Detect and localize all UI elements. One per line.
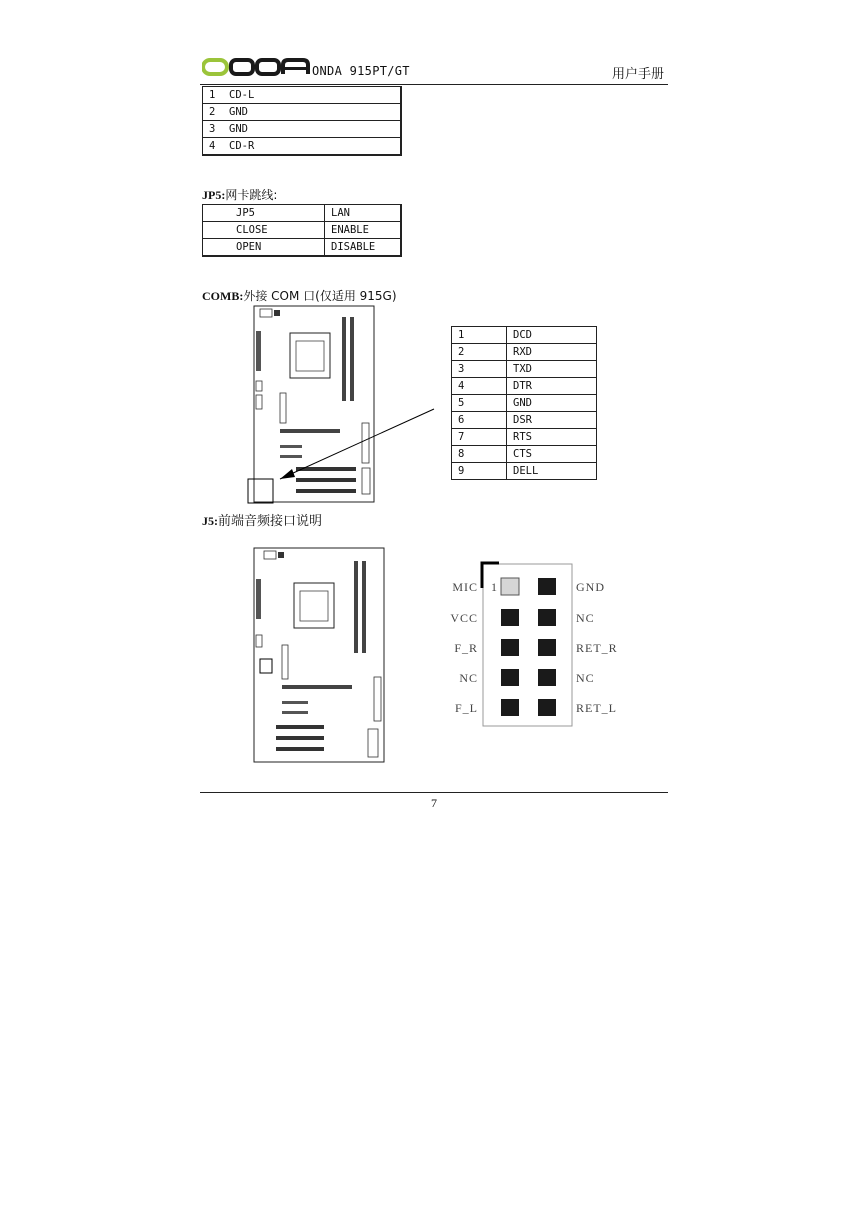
left-label: F_R [454,641,478,655]
cd-pin-table [202,86,402,156]
setting-cell: CLOSE [203,222,325,239]
motherboard-diagram-com [246,303,436,507]
signal-cell: GND [223,121,401,138]
motherboard-diagram-audio [250,545,390,765]
comb-pin-table [451,326,597,480]
pin-cell: 6 [452,412,507,429]
table-row [452,361,597,378]
table-row [452,429,597,446]
comb-heading [202,287,397,304]
pin-cell: 9 [452,463,507,480]
jp5-heading-text: 网卡跳线: [225,188,278,202]
table-row [452,412,597,429]
pin-6 [538,639,556,656]
pin-3 [501,609,519,626]
right-label: NC [576,611,595,625]
setting-cell: OPEN [203,239,325,257]
table-row [203,138,402,156]
value-cell: ENABLE [325,222,402,239]
pin-cell: 1 [452,327,507,344]
left-label: VCC [450,611,478,625]
signal-cell: DELL [507,463,597,480]
table-row [452,378,597,395]
comb-heading-text: 外接 COM 口(仅适用 915G) [243,289,397,303]
pin-cell: 3 [452,361,507,378]
setting-cell: JP5 [203,205,325,222]
right-label: GND [576,580,605,594]
jp5-heading [202,186,277,203]
pin-1 [501,578,519,595]
page-number: 7 [431,796,437,810]
jp5-table [202,204,402,257]
table-row [203,104,402,121]
right-label: NC [576,671,595,685]
pin-cell: 2 [203,104,224,121]
left-label: F_L [454,701,478,715]
pin-10 [538,699,556,716]
signal-cell: DSR [507,412,597,429]
pin-4 [538,609,556,626]
signal-cell: TXD [507,361,597,378]
table-row [203,87,402,104]
pin-7 [501,669,519,686]
signal-cell: CD-R [223,138,401,156]
j5-heading-text: 前端音频接口说明 [218,514,323,529]
table-row [452,327,597,344]
j5-pin-diagram [448,560,638,735]
pin-cell: 3 [203,121,224,138]
table-row [203,239,402,257]
signal-cell: CTS [507,446,597,463]
left-label: MIC [452,580,478,594]
pin-cell: 5 [452,395,507,412]
table-row [203,205,402,222]
pin-9 [501,699,519,716]
value-cell: LAN [325,205,402,222]
jp5-heading-code: JP5: [202,188,226,202]
onda-logo [202,56,310,78]
value-cell: DISABLE [325,239,402,257]
pin-cell: 8 [452,446,507,463]
pin-cell: 4 [452,378,507,395]
comb-heading-code: COMB: [202,289,244,303]
signal-cell: DTR [507,378,597,395]
manual-label: 用户手册 [611,67,664,82]
pin-8 [538,669,556,686]
table-row [452,395,597,412]
pin-cell: 4 [203,138,224,156]
signal-cell: GND [507,395,597,412]
signal-cell: RXD [507,344,597,361]
pin-5 [501,639,519,656]
footer-rule [200,792,668,793]
j5-heading-code: J5: [202,514,218,528]
signal-cell: GND [223,104,401,121]
signal-cell: DCD [507,327,597,344]
signal-cell: RTS [507,429,597,446]
table-row [452,446,597,463]
model-name: ONDA 915PT/GT [312,64,410,78]
pin-cell: 2 [452,344,507,361]
table-row [452,463,597,480]
table-row [452,344,597,361]
table-row [203,121,402,138]
page-header [200,54,668,85]
pin-cell: 7 [452,429,507,446]
signal-cell: CD-L [223,87,401,104]
pin-2 [538,578,556,595]
pin1-label: 1 [491,580,498,594]
table-row [203,222,402,239]
left-label: NC [459,671,478,685]
pin-cell: 1 [203,87,224,104]
j5-heading [202,510,322,529]
right-label: RET_L [576,701,617,715]
right-label: RET_R [576,641,618,655]
